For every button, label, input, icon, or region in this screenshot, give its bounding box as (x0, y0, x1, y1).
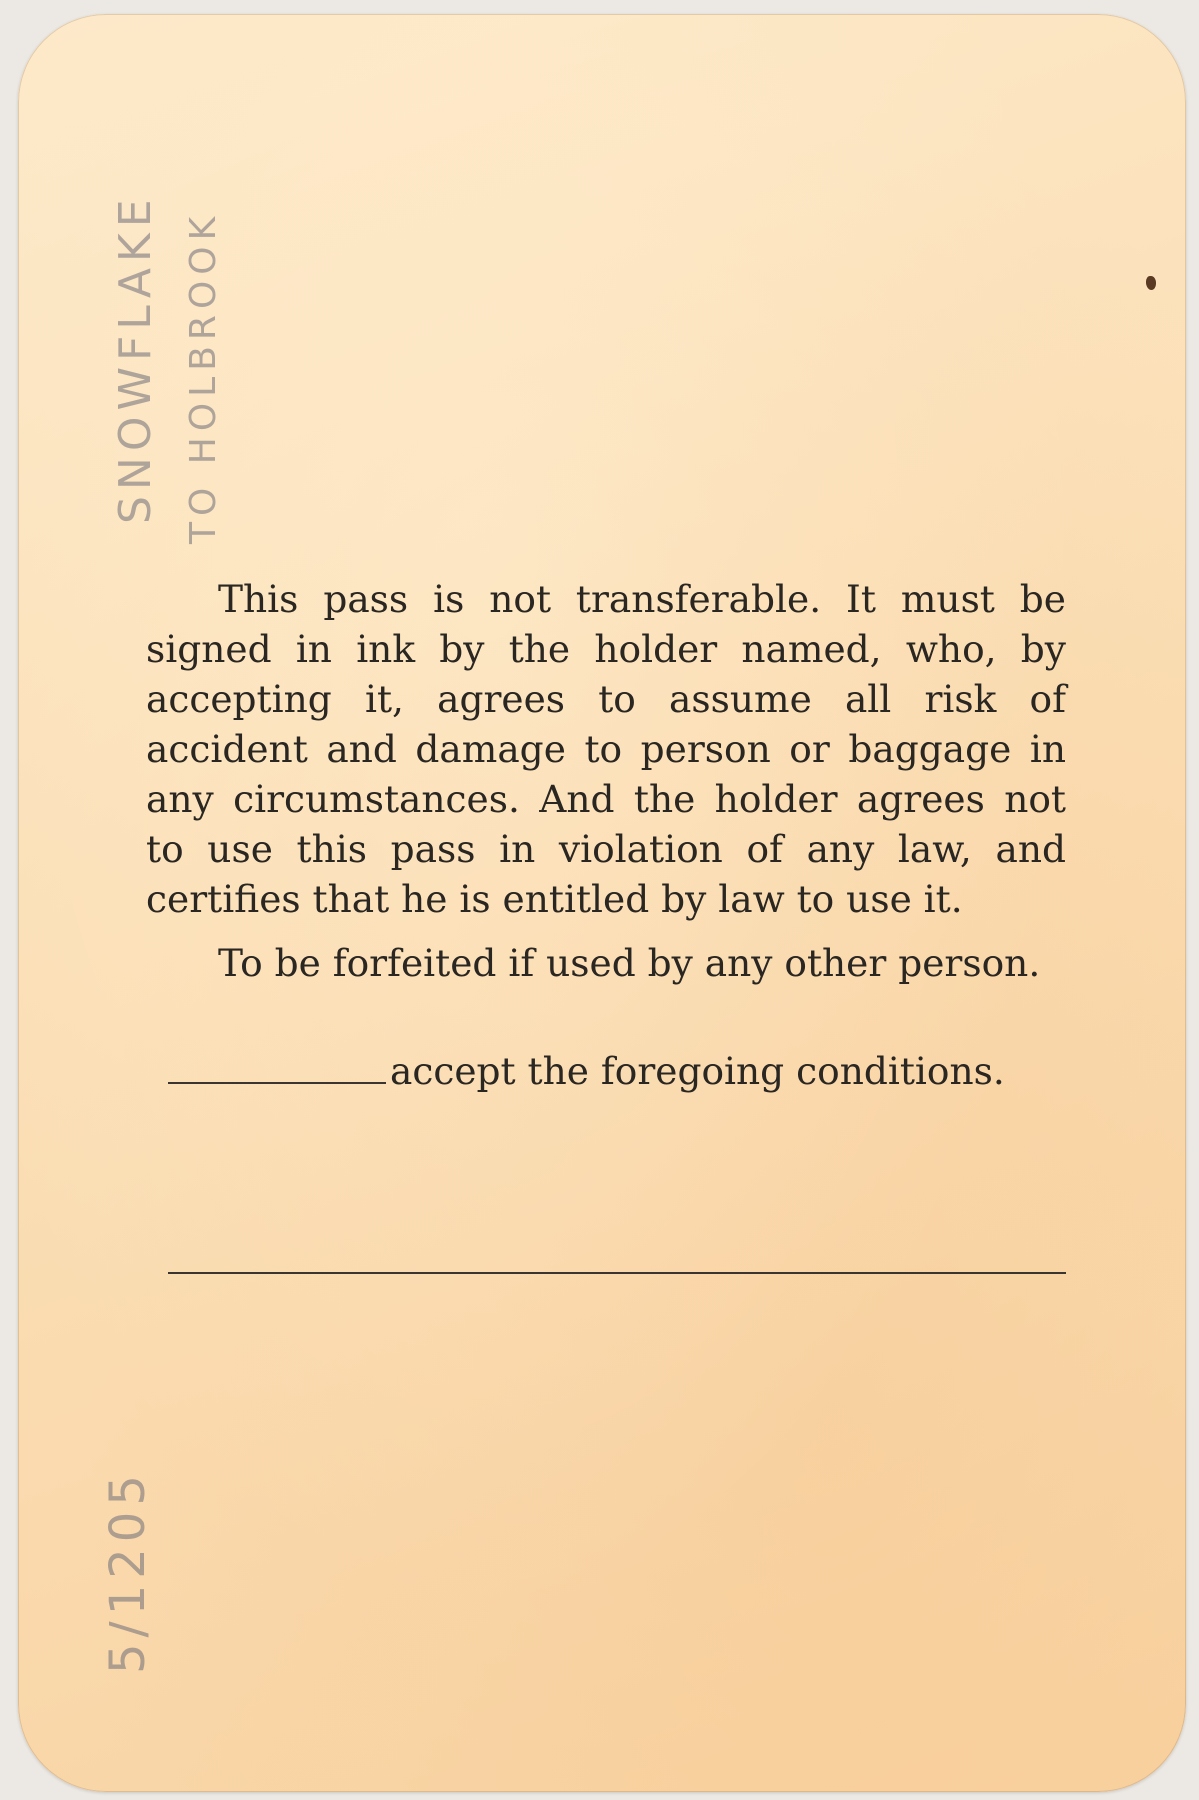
handwritten-origin: SNOWFLAKE (110, 193, 161, 524)
name-blank (168, 1082, 386, 1084)
handwritten-number: 5/1205 (100, 1469, 156, 1674)
acceptance-statement (168, 1049, 1005, 1093)
ink-spot (1146, 276, 1156, 290)
railroad-pass-back (18, 14, 1186, 1792)
signature-line (168, 1272, 1066, 1274)
handwritten-destination: TO HOLBROOK (183, 210, 224, 544)
transfer-conditions: This pass is not transferable. It must be signed in ink by the holder named, who, by accepting it, agrees to assume all risk of accident and damage to person or baggage in any circumstances. And the holder agrees not to use this pass in violation of any law, and certifies that he is entitled by law to use it. (146, 577, 1066, 921)
forfeit-notice: To be forfeited if used by any other person. (218, 941, 1041, 985)
pass-conditions (146, 574, 1066, 988)
acceptance-text: accept the foregoing conditions. (390, 1049, 1005, 1093)
